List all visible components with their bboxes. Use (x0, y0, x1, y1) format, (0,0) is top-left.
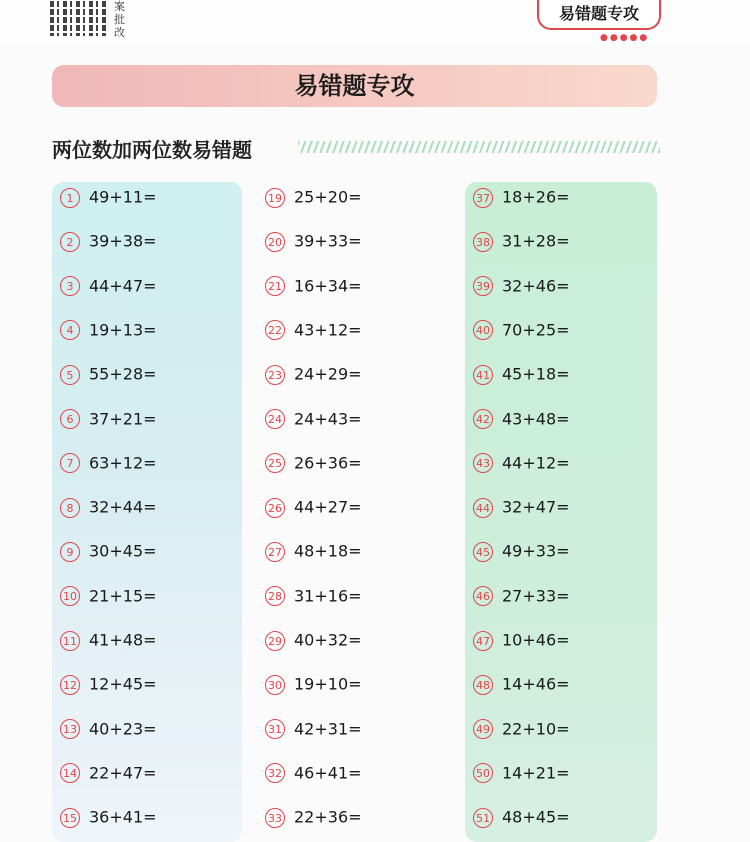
problem-item (60, 229, 157, 253)
problem-expression: 48+18= (294, 541, 362, 561)
problem-expression: 39+33= (294, 231, 362, 251)
problem-expression: 31+16= (294, 586, 362, 606)
problem-expression: 40+23= (89, 719, 157, 739)
corner-tag: 易错题专攻 (537, 0, 661, 30)
problem-expression: 40+32= (294, 630, 362, 650)
problem-expression: 21+15= (89, 586, 157, 606)
problem-item (265, 628, 362, 652)
problem-item (60, 318, 157, 342)
problem-item (60, 805, 157, 829)
problem-item (265, 185, 362, 209)
problem-number: 40 (473, 320, 493, 340)
problem-expression: 70+25= (502, 320, 570, 340)
problem-expression: 30+45= (89, 541, 157, 561)
problem-expression: 27+33= (502, 586, 570, 606)
problem-number: 28 (265, 586, 285, 606)
problem-item (473, 451, 570, 475)
problem-expression: 10+46= (502, 630, 570, 650)
problem-expression: 14+46= (502, 674, 570, 694)
problem-number: 22 (265, 320, 285, 340)
problem-expression: 44+12= (502, 453, 570, 473)
problem-number: 7 (60, 453, 80, 473)
problem-number: 44 (473, 498, 493, 518)
problem-expression: 25+20= (294, 187, 362, 207)
problem-item (265, 229, 362, 253)
problem-expression: 32+44= (89, 497, 157, 517)
problem-number: 3 (60, 276, 80, 296)
problem-number: 9 (60, 542, 80, 562)
problem-expression: 14+21= (502, 763, 570, 783)
problem-item (265, 539, 362, 563)
problem-expression: 31+28= (502, 231, 570, 251)
problem-expression: 44+47= (89, 276, 157, 296)
title-banner (52, 65, 657, 107)
problem-item (60, 628, 157, 652)
problem-item (473, 274, 570, 298)
problem-expression: 16+34= (294, 276, 362, 296)
problem-number: 14 (60, 763, 80, 783)
problem-expression: 12+45= (89, 674, 157, 694)
problem-expression: 36+41= (89, 807, 157, 827)
problem-number: 51 (473, 808, 493, 828)
problem-number: 20 (265, 232, 285, 252)
section-divider (298, 141, 660, 153)
problem-number: 12 (60, 675, 80, 695)
problem-item (265, 672, 362, 696)
problem-expression: 55+28= (89, 364, 157, 384)
problem-number: 8 (60, 498, 80, 518)
problem-number: 29 (265, 631, 285, 651)
problem-expression: 42+31= (294, 719, 362, 739)
problem-number: 6 (60, 409, 80, 429)
problem-number: 46 (473, 586, 493, 606)
page-header (0, 0, 750, 44)
problem-number: 37 (473, 188, 493, 208)
problem-number: 31 (265, 719, 285, 739)
problem-item (473, 584, 570, 608)
problem-item (473, 362, 570, 386)
problem-expression: 44+27= (294, 497, 362, 517)
problem-number: 11 (60, 631, 80, 651)
problem-item (60, 672, 157, 696)
problem-number: 21 (265, 276, 285, 296)
problem-number: 24 (265, 409, 285, 429)
problem-item (60, 407, 157, 431)
problem-item (473, 805, 570, 829)
problem-number: 27 (265, 542, 285, 562)
problem-item (473, 318, 570, 342)
problem-expression: 22+10= (502, 719, 570, 739)
problem-number: 13 (60, 719, 80, 739)
problem-item (265, 274, 362, 298)
problem-expression: 26+36= (294, 453, 362, 473)
problem-number: 2 (60, 232, 80, 252)
problem-expression: 24+43= (294, 409, 362, 428)
problem-expression: 46+41= (294, 763, 362, 783)
problem-item (60, 495, 157, 519)
problem-number: 32 (265, 763, 285, 783)
problem-number: 42 (473, 409, 493, 429)
problem-number: 50 (473, 763, 493, 783)
problem-item (60, 362, 157, 386)
problem-number: 47 (473, 631, 493, 651)
problem-item (265, 805, 362, 829)
problem-item (473, 185, 570, 209)
problem-number: 39 (473, 276, 493, 296)
problem-item (60, 274, 157, 298)
problem-expression: 19+13= (89, 320, 157, 340)
problem-item (265, 761, 362, 785)
problem-item (473, 407, 570, 431)
page-title: 易错题专攻 (294, 72, 415, 100)
problem-expression: 19+10= (294, 674, 362, 694)
problem-item (473, 717, 570, 741)
problem-item (265, 407, 362, 431)
problem-item (265, 318, 362, 342)
section-title: 两位数加两位数易错题 (52, 138, 252, 162)
problem-item (473, 628, 570, 652)
problem-number: 30 (265, 675, 285, 695)
problem-expression: 49+11= (89, 187, 157, 207)
problem-expression: 43+12= (294, 320, 362, 340)
qr-code-icon[interactable] (50, 0, 108, 36)
problem-item (473, 672, 570, 696)
problem-item (60, 584, 157, 608)
problem-item (60, 185, 157, 209)
problem-number: 19 (265, 188, 285, 208)
problem-number: 45 (473, 542, 493, 562)
problem-number: 49 (473, 719, 493, 739)
problem-number: 48 (473, 675, 493, 695)
problem-expression: 18+26= (502, 187, 570, 207)
problem-expression: 24+29= (294, 364, 362, 384)
problem-item (473, 229, 570, 253)
problem-expression: 39+38= (89, 231, 157, 251)
problem-expression: 49+33= (502, 541, 570, 561)
problem-item (265, 451, 362, 475)
problem-number: 25 (265, 453, 285, 473)
problem-expression: 22+36= (294, 807, 362, 827)
problem-expression: 32+46= (502, 276, 570, 296)
problem-number: 15 (60, 808, 80, 828)
tag-dots: ●●●●● (600, 33, 650, 43)
problem-expression: 32+47= (502, 497, 570, 517)
problem-number: 38 (473, 232, 493, 252)
problem-item (265, 584, 362, 608)
problem-item (473, 761, 570, 785)
problem-item (265, 362, 362, 386)
problem-number: 43 (473, 453, 493, 473)
problem-item (60, 717, 157, 741)
problem-number: 4 (60, 320, 80, 340)
qr-note: 案批改 (114, 0, 125, 39)
problem-expression: 22+47= (89, 763, 157, 783)
problem-expression: 45+18= (502, 364, 570, 384)
problem-item (473, 539, 570, 563)
problem-expression: 41+48= (89, 630, 157, 650)
problem-number: 26 (265, 498, 285, 518)
problem-item (265, 717, 362, 741)
problem-item (60, 539, 157, 563)
problem-expression: 43+48= (502, 409, 570, 428)
problem-number: 23 (265, 365, 285, 385)
problem-item (265, 495, 362, 519)
problem-item (60, 761, 157, 785)
problem-number: 10 (60, 586, 80, 606)
problem-expression: 63+12= (89, 453, 157, 473)
problem-number: 1 (60, 188, 80, 208)
problem-number: 41 (473, 365, 493, 385)
problem-expression: 37+21= (89, 409, 157, 428)
problem-item (473, 495, 570, 519)
problem-item (60, 451, 157, 475)
problem-expression: 48+45= (502, 807, 570, 827)
problem-number: 5 (60, 365, 80, 385)
problem-number: 33 (265, 808, 285, 828)
